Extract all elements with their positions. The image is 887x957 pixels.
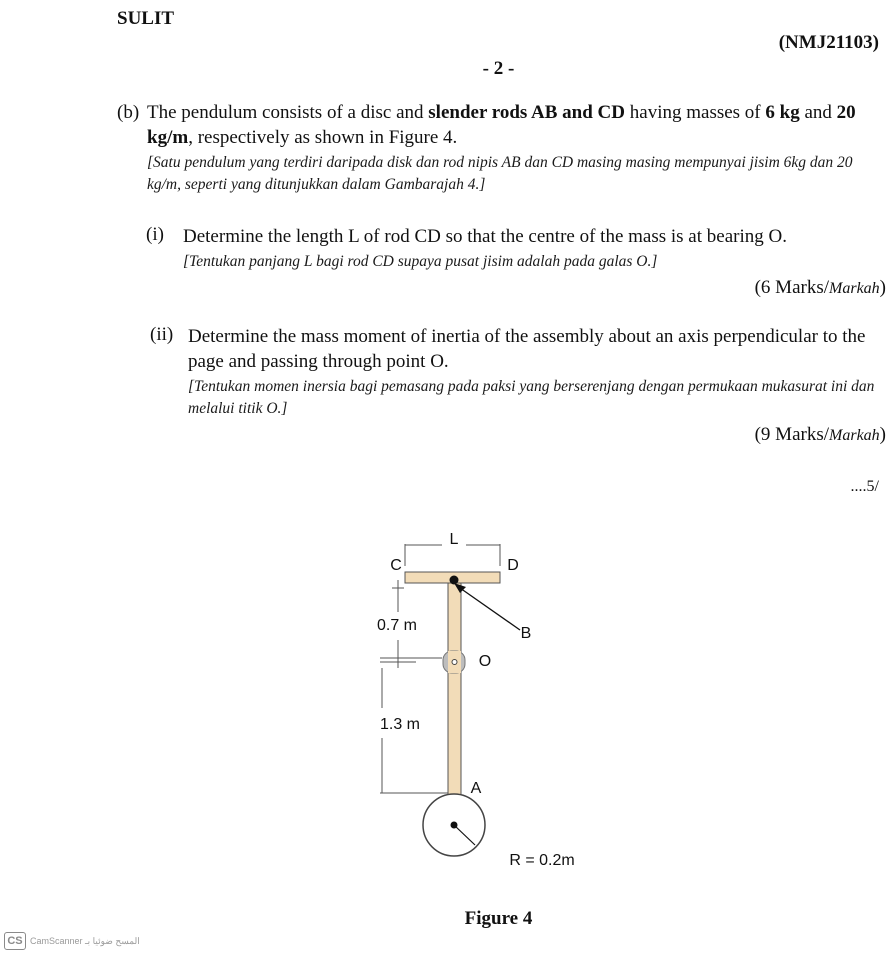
sulit-label: SULIT: [117, 8, 175, 29]
question-i: [146, 224, 886, 299]
camscanner-logo-icon: CS: [4, 932, 26, 950]
statement-text: , respectively as shown in Figure 4.: [188, 127, 458, 148]
question-ii-text: Determine the mass moment of inertia of the assembly about an axis perpendicular to the page and passing through point O.: [188, 326, 866, 372]
label-A: A: [470, 780, 482, 797]
joint-dot: [450, 576, 459, 585]
dim-label-1.3: 1.3 m: [379, 716, 421, 733]
figure-caption: Figure 4: [464, 908, 533, 929]
dim-label-0.7: 0.7 m: [376, 617, 418, 634]
label-L: L: [449, 531, 459, 548]
part-b-label: (b): [117, 102, 140, 123]
marks-text: (6 Marks/: [754, 277, 830, 298]
label-D: D: [507, 557, 519, 574]
statement-bold-density: 20 kg/m: [147, 102, 856, 148]
question-ii-marks: [146, 424, 886, 446]
statement-bold-rods: slender rods AB and CD: [428, 102, 626, 123]
marks-close: ): [879, 424, 886, 445]
question-i-text: Determine the length L of rod CD so that the centre of the mass is at bearing O.: [183, 226, 787, 247]
marks-close: ): [879, 277, 886, 298]
arrow-b: [460, 588, 520, 630]
question-ii: [146, 324, 886, 446]
marks-text: (9 Marks/: [754, 424, 830, 445]
question-ii-translation: [Tentukan momen inersia bagi pemasang pada paksi yang berserenjang dengan permukaan mukasurat ini dan melalui titik O.]: [188, 378, 875, 417]
course-code: (NMJ21103): [778, 32, 879, 53]
radius-label: R = 0.2m: [509, 852, 575, 869]
label-C: C: [390, 557, 402, 574]
statement-text: and: [799, 102, 837, 123]
part-b-translation: [Satu pendulum yang terdiri daripada disk dan rod nipis AB dan CD masing masing mempunyai jisim 6kg dan 20 kg/m, seperti yang ditunjukkan dalam Gambarajah 4.]: [147, 154, 853, 193]
disc-center: [451, 822, 458, 829]
question-i-marks: [146, 277, 886, 299]
question-i-label: (i): [146, 224, 164, 245]
label-B: B: [520, 625, 532, 642]
marks-malay: Markah: [829, 280, 880, 297]
page-number: - 2 -: [482, 58, 515, 79]
question-ii-label: (ii): [150, 324, 174, 345]
pendulum-figure: [330, 520, 610, 900]
camscanner-watermark: [4, 932, 140, 950]
bearing-pin: [452, 660, 457, 665]
part-b: [117, 100, 885, 196]
question-i-translation: [Tentukan panjang L bagi rod CD supaya pusat jisim adalah pada galas O.]: [183, 253, 658, 270]
camscanner-text: CamScanner المسح ضوئيا بـ: [30, 935, 140, 946]
rod-ab: [448, 582, 461, 796]
label-O: O: [478, 653, 492, 670]
statement-text: The pendulum consists of a disc and: [147, 102, 429, 123]
statement-text: having masses of: [625, 102, 766, 123]
marks-malay: Markah: [829, 427, 880, 444]
part-b-statement: [147, 100, 885, 150]
continue-marker: ....5/: [850, 478, 879, 495]
statement-bold-mass: 6 kg: [765, 102, 800, 123]
